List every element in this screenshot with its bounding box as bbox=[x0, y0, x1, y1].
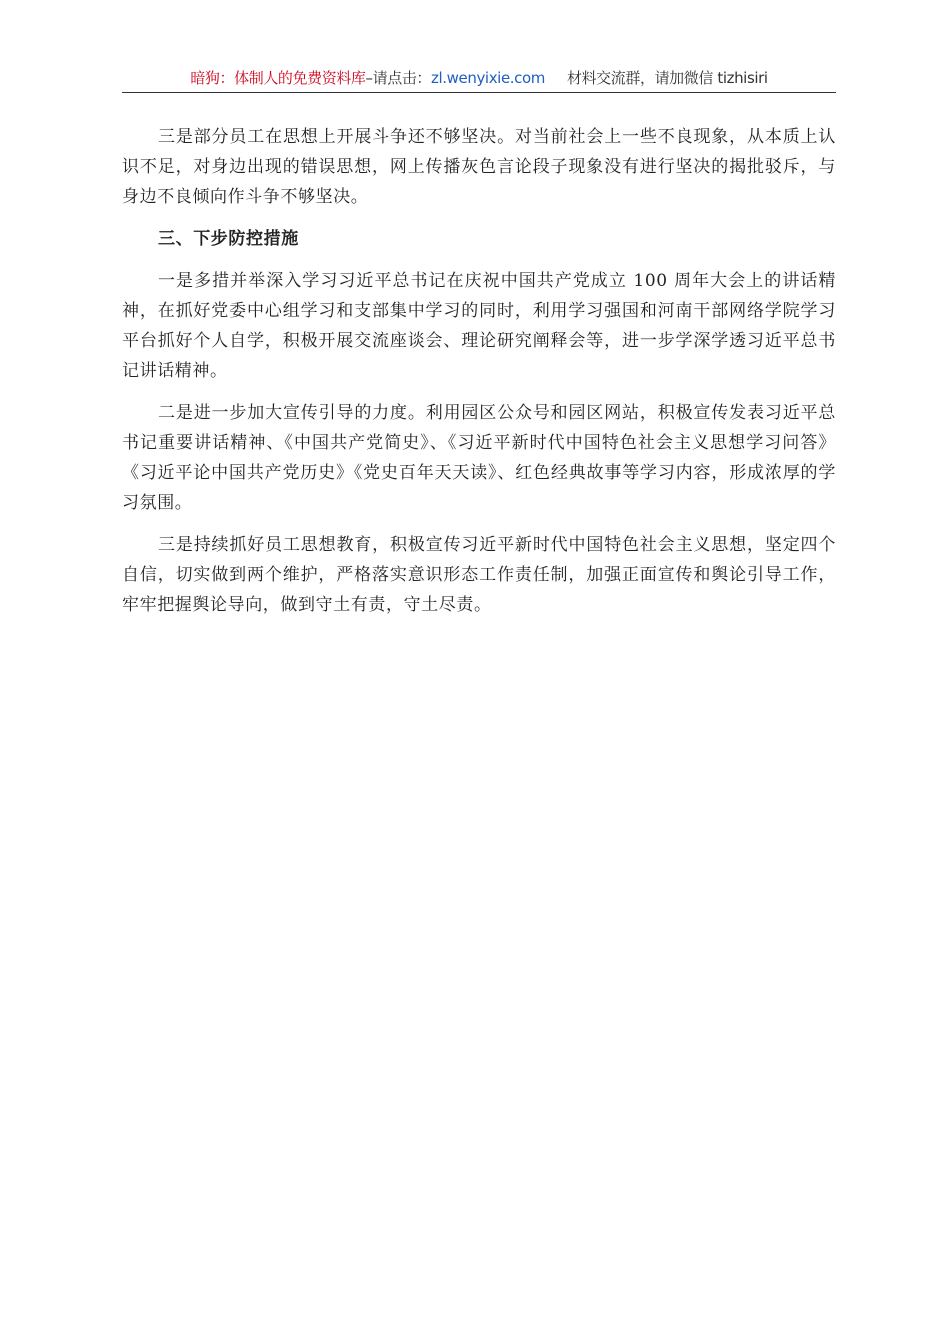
header-site-name: 暗狗：体制人的免费资料库 bbox=[190, 69, 366, 87]
paragraph-struggle-insufficient: 三是部分员工在思想上开展斗争还不够坚决。对当前社会上一些不良现象，从本质上认识不足，对身边出现的错误思想，网上传播灰色言论段子现象没有进行坚决的揭批驳斥，与身边不良倾向作斗争不够坚决。 bbox=[122, 127, 836, 207]
paragraph-publicity-guidance: 二是进一步加大宣传引导的力度。利用园区公众号和园区网站，积极宣传发表习近平总书记重要讲话精神、《中国共产党简史》、《习近平新时代中国特色社会主义思想学习问答》《习近平论中国共产党历史》《党史百年天天读》、红色经典故事等学习内容，形成浓厚的学习氛围。 bbox=[122, 403, 836, 513]
document-body bbox=[122, 122, 836, 632]
paragraph-ideological-education: 三是持续抓好员工思想教育，积极宣传习近平新时代中国特色社会主义思想，坚定四个自信，切实做到两个维护，严格落实意识形态工作责任制，加强正面宣传和舆论引导工作，牢牢把握舆论导向，做到守土有责，守土尽责。 bbox=[122, 535, 836, 615]
paragraph-study-speech: 一是多措并举深入学习习近平总书记在庆祝中国共产党成立 100 周年大会上的讲话精神，在抓好党委中心组学习和支部集中学习的同时，利用学习强国和河南干部网络学院学习平台抓好个人自学，积极开展交流座谈会、理论研究阐释会等，进一步学深学透习近平总书记讲话精神。 bbox=[122, 271, 836, 381]
header-group-note: 材料交流群，请加微信 tizhisiri bbox=[566, 69, 768, 87]
page-header bbox=[122, 64, 836, 93]
section-heading-prevention-measures: 三、下步防控措施 bbox=[158, 229, 299, 249]
header-click-prompt: –请点击： bbox=[365, 69, 432, 87]
header-url-link[interactable]: zl.wenyixie.com bbox=[431, 69, 545, 87]
